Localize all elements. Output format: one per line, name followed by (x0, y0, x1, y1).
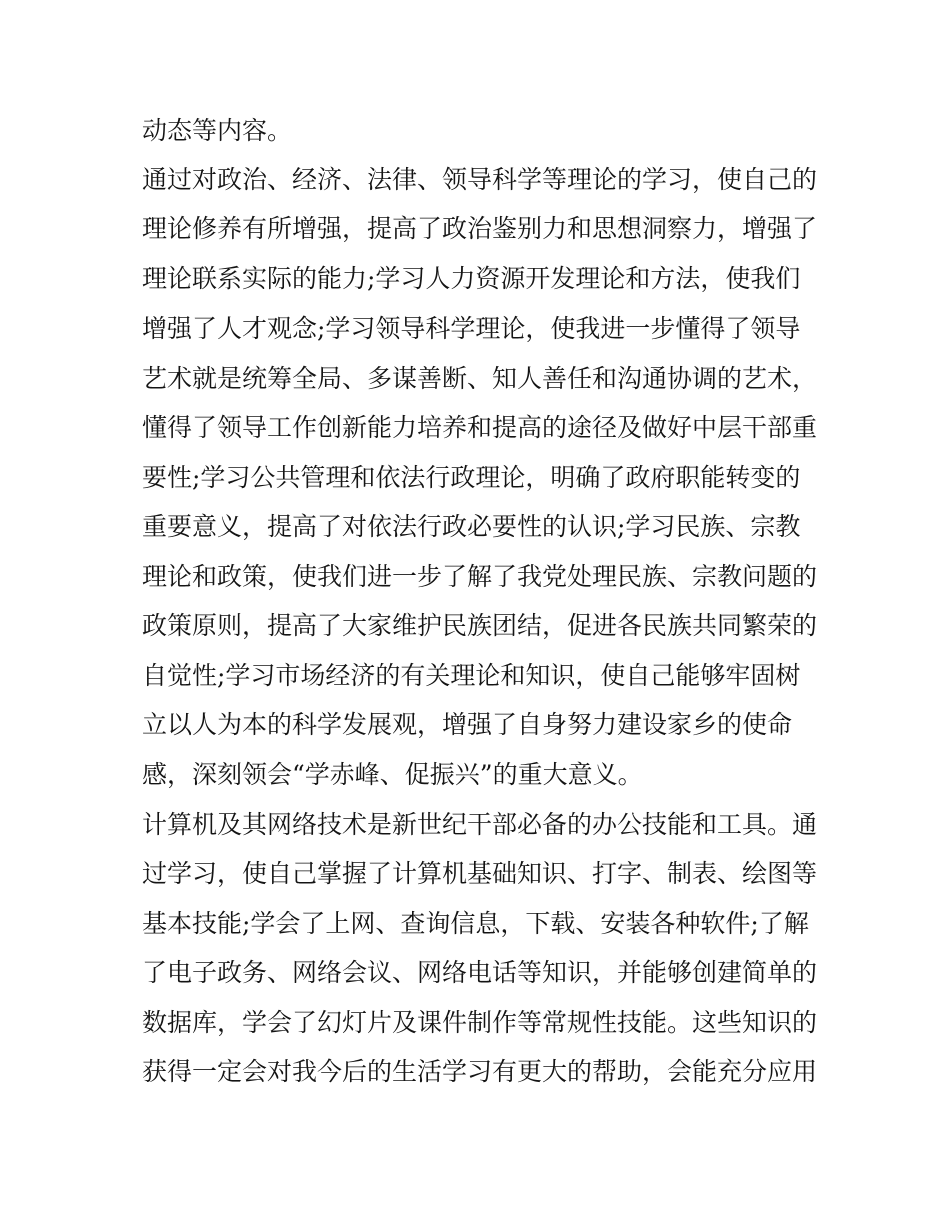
text-line: 了电子政务、网络会议、网络电话等知识，并能够创建简单的 (142, 958, 818, 987)
text-line: 理论修养有所增强，提高了政治鉴别力和思想洞察力，增强了 (142, 214, 818, 243)
text-line: 获得一定会对我今后的生活学习有更大的帮助，会能充分应用 (142, 1057, 818, 1086)
text-line: 艺术就是统筹全局、多谋善断、知人善任和沟通协调的艺术， (142, 364, 818, 393)
text-line: 计算机及其网络技术是新世纪干部必备的办公技能和工具。通 (142, 810, 818, 839)
text-line: 理论和政策，使我们进一步了解了我党处理民族、宗教问题的 (142, 562, 818, 591)
text-line: 感，深刻领会“学赤峰、促振兴”的重大意义。 (142, 760, 643, 789)
text-line: 自觉性;学习市场经济的有关理论和知识，使自己能够牢固树 (142, 661, 801, 690)
text-line: 基本技能;学会了上网、查询信息，下载、安装各种软件;了解 (142, 909, 809, 938)
text-line: 懂得了领导工作创新能力培养和提高的途径及做好中层干部重 (142, 413, 818, 442)
text-line: 要性;学习公共管理和依法行政理论，明确了政府职能转变的 (142, 463, 801, 492)
text-line: 立以人为本的科学发展观，增强了自身努力建设家乡的使命 (142, 710, 793, 739)
text-line: 动态等内容。 (142, 116, 293, 145)
text-line: 理论联系实际的能力;学习人力资源开发理论和方法，使我们 (142, 264, 801, 293)
text-line: 数据库，学会了幻灯片及课件制作等常规性技能。这些知识的 (142, 1008, 818, 1037)
text-line: 政策原则，提高了大家维护民族团结，促进各民族共同繁荣的 (142, 611, 818, 640)
text-line: 重要意义，提高了对依法行政必要性的认识;学习民族、宗教 (142, 512, 801, 541)
text-line: 过学习，使自己掌握了计算机基础知识、打字、制表、绘图等 (142, 859, 818, 888)
text-line: 增强了人才观念;学习领导科学理论，使我进一步懂得了领导 (142, 314, 801, 343)
text-line: 通过对政治、经济、法律、领导科学等理论的学习，使自己的 (142, 165, 818, 194)
